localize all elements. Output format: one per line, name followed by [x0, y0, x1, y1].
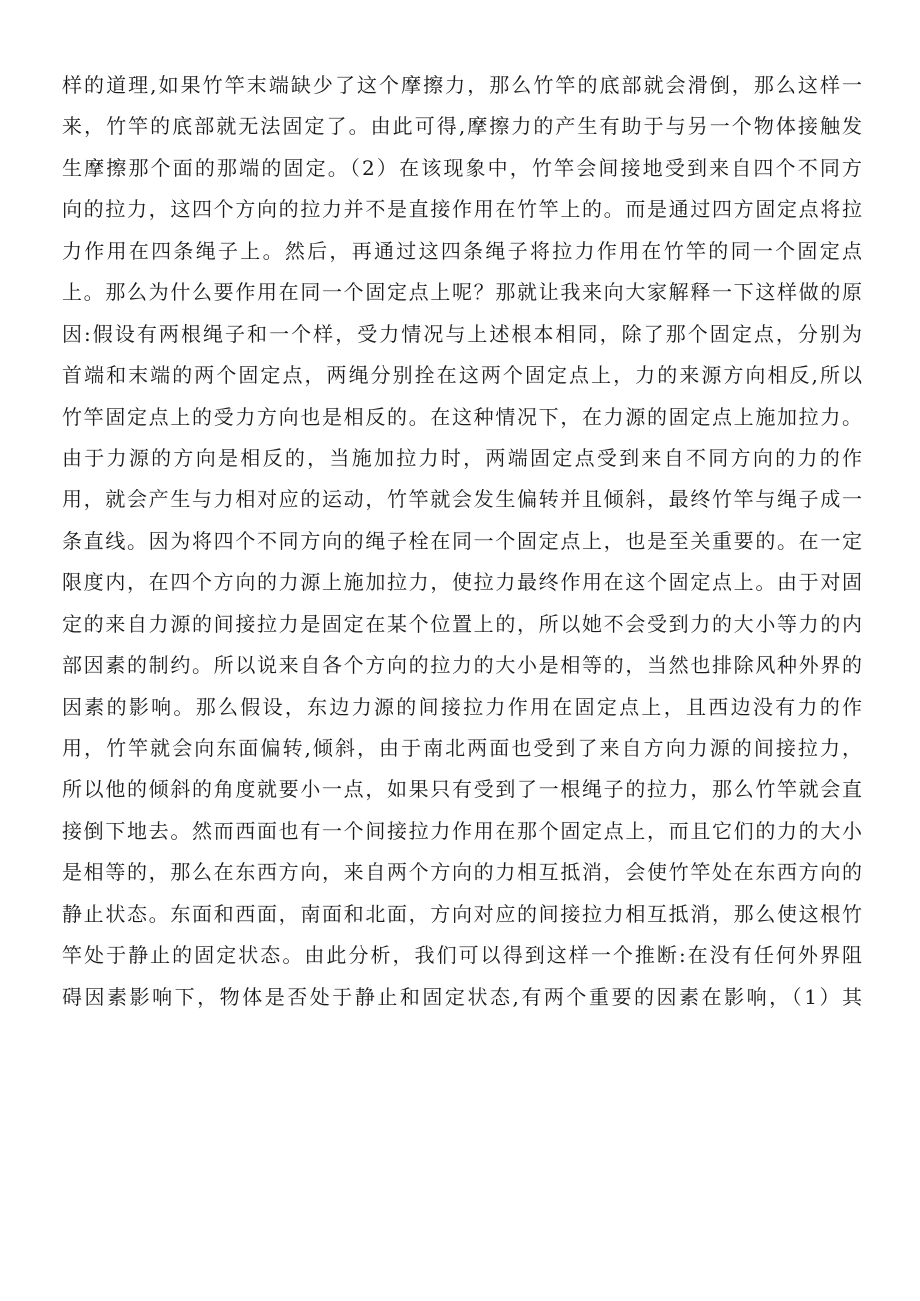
text-line: 生摩擦那个面的那端的固定。（2）在该现象中，竹竿会间接地受到来自四个不同方	[62, 155, 862, 180]
text-line: 部因素的制约。所以说来自各个方向的拉力的大小是相等的，当然也排除风种外界的	[62, 653, 862, 678]
text-line: 限度内，在四个方向的力源上施加拉力，使拉力最终作用在这个固定点上。由于对固	[62, 570, 862, 595]
text-line: 由于力源的方向是相反的，当施加拉力时，两端固定点受到来自不同方向的力的作	[62, 445, 862, 470]
text-line: 用，就会产生与力相对应的运动，竹竿就会发生偏转并且倾斜，最终竹竿与绳子成一	[62, 487, 862, 512]
body-text	[62, 66, 862, 1019]
text-line: 竿处于静止的固定状态。由此分析，我们可以得到这样一个推断:在没有任何外界阻	[62, 943, 862, 968]
text-line: 样的道理,如果竹竿末端缺少了这个摩擦力，那么竹竿的底部就会滑倒，那么这样一	[62, 73, 862, 97]
text-line: 静止状态。东面和西面，南面和北面，方向对应的间接拉力相互抵消，那么使这根竹	[62, 901, 862, 926]
text-line: 力作用在四条绳子上。然后，再通过这四条绳子将拉力作用在竹竿的同一个固定点	[62, 238, 862, 263]
text-line: 来，竹竿的底部就无法固定了。由此可得,摩擦力的产生有助于与另一个物体接触发	[62, 114, 862, 139]
text-line: 首端和末端的两个固定点，两绳分别拴在这两个固定点上，力的来源方向相反,所以	[62, 363, 862, 388]
text-line: 上。那么为什么要作用在同一个固定点上呢？那就让我来向大家解释一下这样做的原	[62, 280, 862, 305]
text-line: 条直线。因为将四个不同方向的绳子栓在同一个固定点上，也是至关重要的。在一定	[62, 528, 862, 553]
text-line: 因:假设有两根绳子和一个样，受力情况与上述根本相同，除了那个固定点，分别为	[62, 321, 862, 346]
text-line: 因素的影响。那么假设，东边力源的间接拉力作用在固定点上，且西边没有力的作	[62, 694, 862, 719]
text-line: 用，竹竿就会向东面偏转,倾斜，由于南北两面也受到了来自方向力源的间接拉力，	[62, 736, 862, 760]
text-line: 接倒下地去。然而西面也有一个间接拉力作用在那个固定点上，而且它们的力的大小	[62, 818, 862, 843]
text-line: 定的来自力源的间接拉力是固定在某个位置上的，所以她不会受到力的大小等力的内	[62, 611, 862, 636]
text-line: 竹竿固定点上的受力方向也是相反的。在这种情况下，在力源的固定点上施加拉力。	[62, 404, 862, 429]
text-line: 是相等的，那么在东西方向，来自两个方向的力相互抵消，会使竹竿处在东西方向的	[62, 860, 862, 885]
text-line: 所以他的倾斜的角度就要小一点，如果只有受到了一根绳子的拉力，那么竹竿就会直	[62, 777, 862, 802]
text-line: 向的拉力，这四个方向的拉力并不是直接作用在竹竿上的。而是通过四方固定点将拉	[62, 197, 862, 222]
text-line: 碍因素影响下，物体是否处于静止和固定状态,有两个重要的因素在影响，（1）其	[62, 984, 862, 1009]
